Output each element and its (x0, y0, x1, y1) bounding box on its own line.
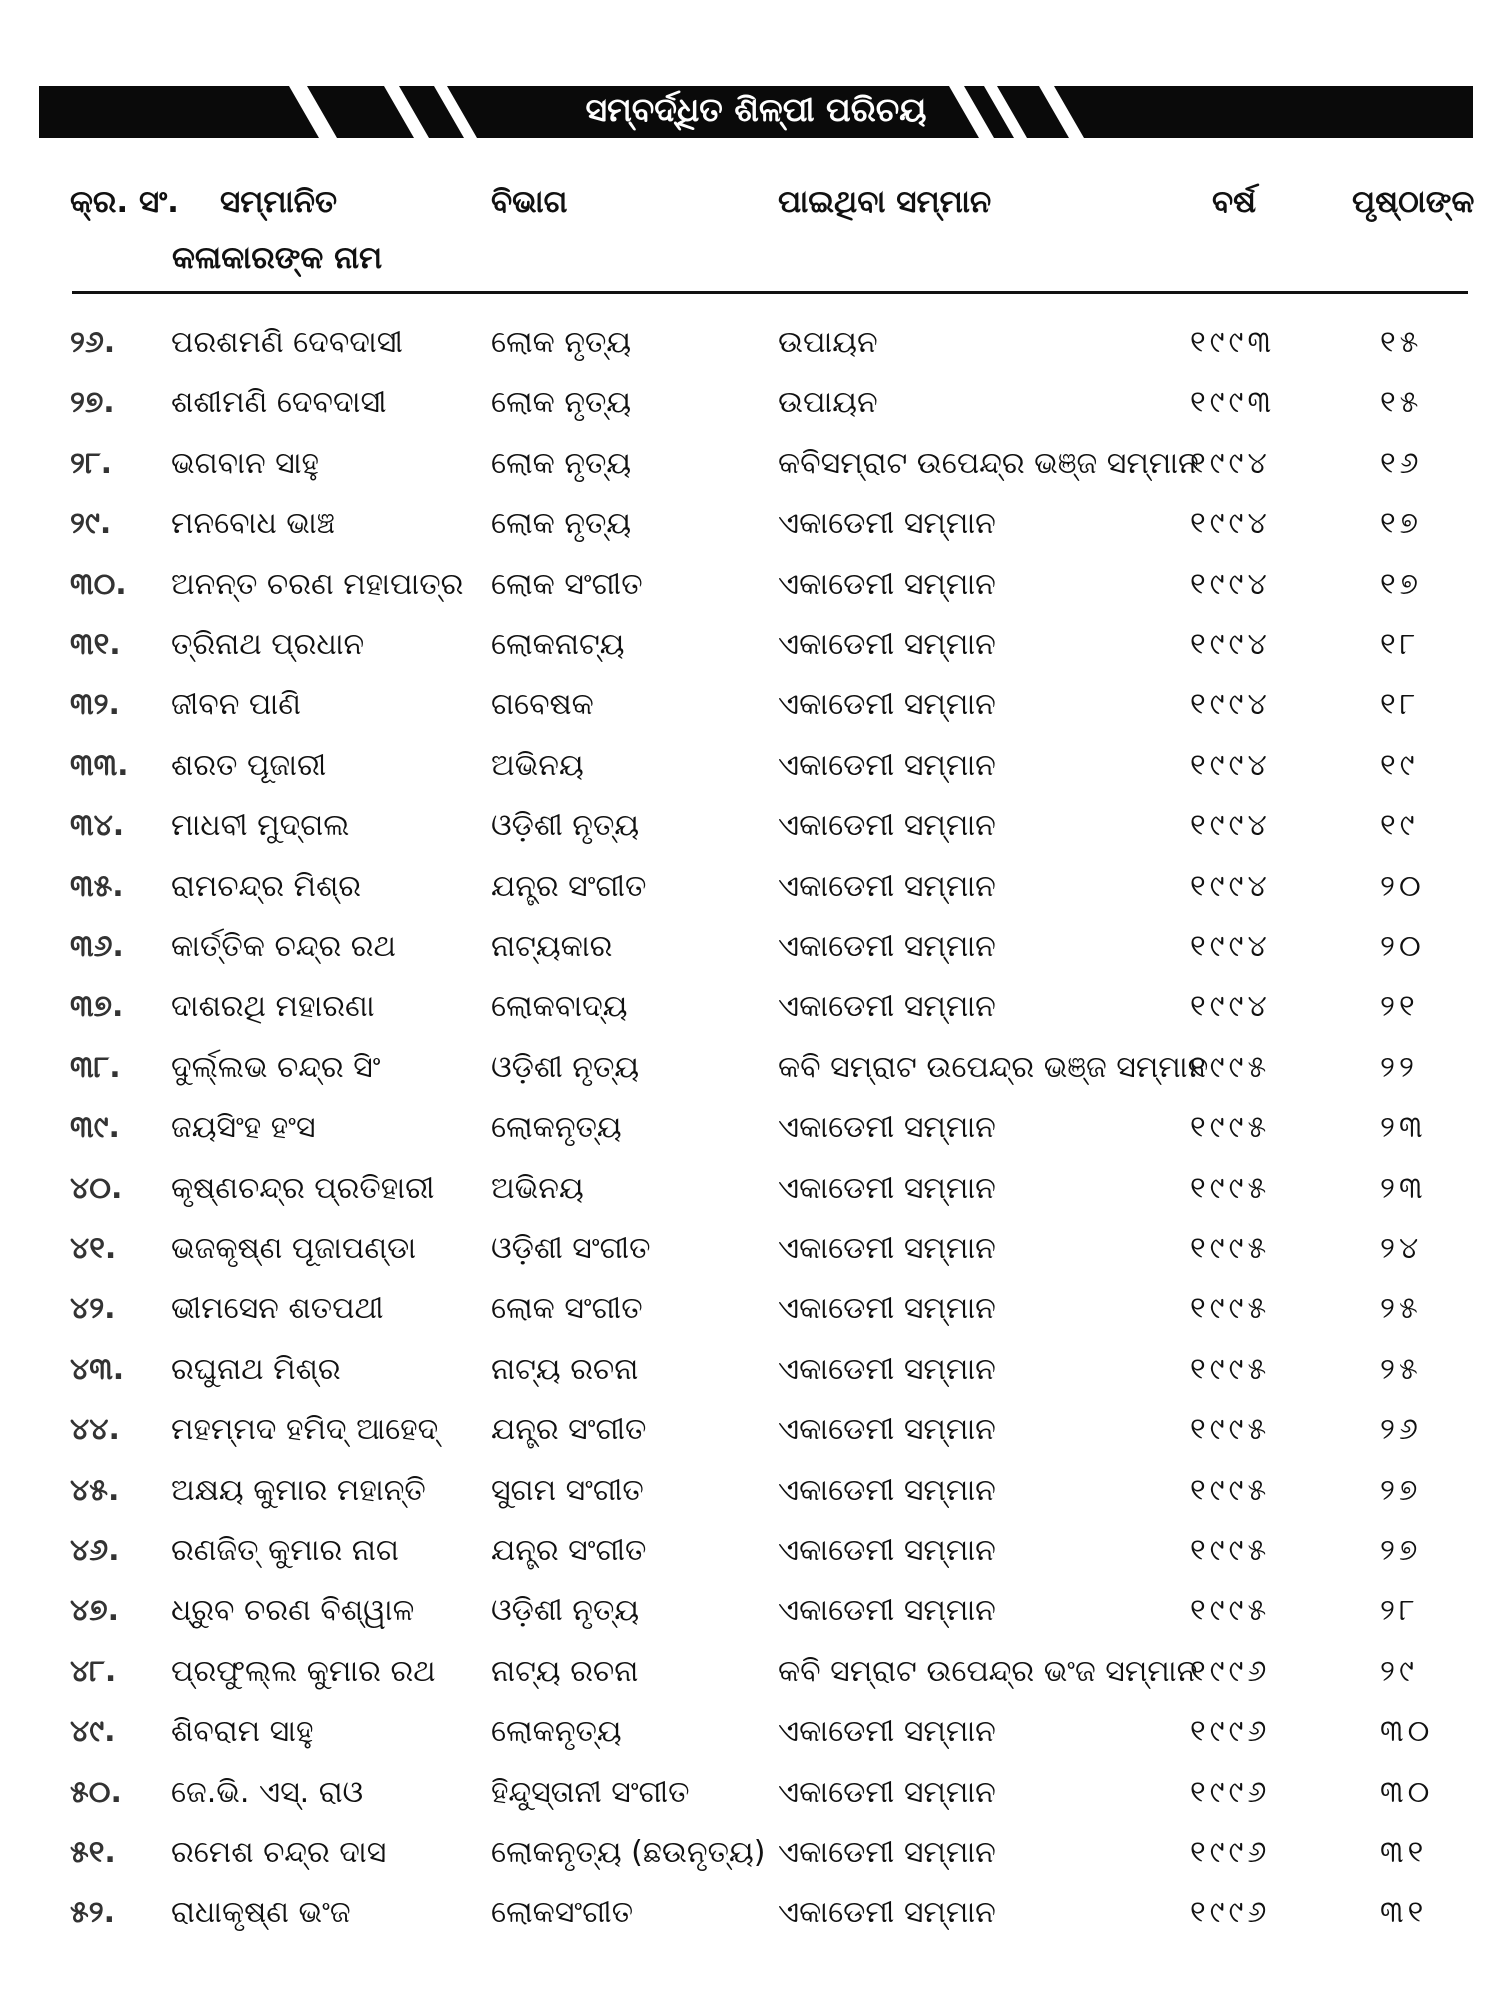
award-name: ଏକାଡେମୀ ସମ୍ମାନ (778, 1593, 996, 1629)
department: ଅଭିନୟ (491, 1170, 584, 1206)
header-name-line1: ସମ୍ମାନିତ (220, 184, 338, 220)
artist-name: ମହମ୍ମଦ ହମିଦ୍ ଆହେଦ୍ (171, 1412, 439, 1448)
artist-name: ଦୁର୍ଲ୍ଲଭ ଚନ୍ଦ୍ର ସିଂ (171, 1049, 381, 1085)
serial-number: ୩୨. (70, 687, 120, 723)
table-row (0, 627, 1500, 687)
department: ଓଡ଼ିଶୀ ନୃତ୍ୟ (491, 1593, 640, 1629)
table-row (0, 1352, 1500, 1412)
page-number: ୧୯ (1380, 747, 1419, 783)
serial-number: ୩୩. (70, 747, 129, 783)
page-number: ୩୦ (1380, 1714, 1434, 1750)
table-row (0, 1110, 1500, 1170)
table-row (0, 989, 1500, 1049)
page-number: ୩୧ (1380, 1835, 1428, 1870)
award-year: ୧୯୯୫ (1190, 1231, 1271, 1266)
table-row (0, 1291, 1500, 1351)
award-year: ୧୯୯୫ (1190, 1412, 1271, 1448)
title-banner (39, 86, 1473, 138)
artist-name: ଶଶୀମଣି ଦେବଦାସୀ (171, 385, 387, 421)
department: ଲୋକ ନୃତ୍ୟ (491, 445, 632, 481)
serial-number: ୫୧. (70, 1835, 116, 1870)
award-year: ୧୯୯୬ (1190, 1895, 1271, 1931)
award-year: ୧୯୯୫ (1190, 1533, 1271, 1568)
page-number: ୨୩ (1380, 1170, 1427, 1206)
award-year: ୧୯୯୫ (1190, 1170, 1271, 1206)
artist-name: ଜୀବନ ପାଣି (171, 687, 301, 723)
department: ଲୋକ ନୃତ୍ୟ (491, 506, 632, 542)
department: ଲୋକ ସଂଗୀତ (491, 566, 643, 602)
page-number: ୧୫ (1380, 385, 1423, 421)
table-row (0, 385, 1500, 445)
page-number: ୩୦ (1380, 1774, 1434, 1810)
artist-name: କୃଷ୍ଣଚନ୍ଦ୍ର ପ୍ରତିହାରୀ (171, 1170, 435, 1206)
department: ଓଡ଼ିଶୀ ସଂଗୀତ (491, 1231, 651, 1266)
serial-number: ୩୮. (70, 1049, 121, 1085)
award-year: ୧୯୯୫ (1190, 1351, 1271, 1387)
table-row (0, 1775, 1500, 1835)
table-row (0, 1533, 1500, 1593)
page-title: ସମ୍ବର୍ଦ୍ଧିତ ଶିଳ୍ପୀ ପରିଚୟ (585, 90, 927, 129)
serial-number: ୪୬. (70, 1533, 120, 1568)
table-row (0, 869, 1500, 929)
department: ଲୋକବାଦ୍ୟ (491, 989, 628, 1025)
header-page: ପୃଷ୍ଠାଙ୍କ (1352, 184, 1475, 220)
page-number: ୨୧ (1380, 989, 1419, 1025)
award-name: ଏକାଡେମୀ ସମ୍ମାନ (778, 1412, 996, 1448)
award-year: ୧୯୯୪ (1190, 808, 1271, 844)
award-year: ୧୯୯୫ (1190, 1291, 1271, 1327)
table-row (0, 506, 1500, 566)
department: ନାଟ୍ୟ ରଚନା (491, 1653, 639, 1689)
artist-name: ଅକ୍ଷୟ କୁମାର ମହାନ୍ତି (171, 1472, 426, 1508)
artist-name: ତ୍ରିନାଥ ପ୍ରଧାନ (171, 627, 365, 662)
page-number: ୨୩ (1380, 1110, 1427, 1146)
artist-name: ରାମଚନ୍ଦ୍ର ମିଶ୍ର (171, 868, 362, 904)
table-row (0, 687, 1500, 747)
department: ଯନ୍ତ୍ର ସଂଗୀତ (491, 1533, 647, 1568)
page-number: ୨୫ (1380, 1291, 1422, 1327)
award-name: ଏକାଡେମୀ ସମ୍ମାନ (778, 1774, 996, 1810)
award-year: ୧୯୯୬ (1190, 1653, 1271, 1689)
department: ଲୋକ ନୃତ୍ୟ (491, 385, 632, 421)
department: ଲୋକ ସଂଗୀତ (491, 1291, 643, 1327)
award-name: ଏକାଡେମୀ ସମ୍ମାନ (778, 1170, 996, 1206)
award-year: ୧୯୯୪ (1190, 506, 1271, 542)
table-row (0, 1050, 1500, 1110)
department: ଲୋକନୃତ୍ୟ (ଛଉନୃତ୍ୟ) (491, 1835, 766, 1870)
header-award: ପାଇଥିବା ସମ୍ମାନ (778, 184, 992, 220)
award-name: ଏକାଡେମୀ ସମ୍ମାନ (778, 868, 996, 904)
award-name: କବିସମ୍ରାଟ ଉପେନ୍ଦ୍ର ଭଞ୍ଜ ସମ୍ମାନ (778, 445, 1199, 481)
award-name: ଏକାଡେମୀ ସମ୍ମାନ (778, 989, 996, 1025)
artist-name: ରମେଶ ଚନ୍ଦ୍ର ଦାସ (171, 1835, 387, 1870)
table-row (0, 1473, 1500, 1533)
page-number: ୨୫ (1380, 1351, 1422, 1387)
artist-name: ଜେ.ଭି. ଏସ୍. ରାଓ (171, 1774, 364, 1810)
artist-name: ମାଧବୀ ମୁଦ୍‌ଗଲ (171, 808, 350, 844)
department: ଗବେଷକ (491, 687, 594, 723)
award-year: ୧୯୯୩ (1190, 385, 1276, 421)
award-year: ୧୯୯୫ (1190, 1593, 1271, 1629)
award-year: ୧୯୯୪ (1190, 687, 1271, 723)
artist-name: ଭଜକୃଷ୍ଣ ପୂଜାପଣ୍ଡା (171, 1231, 417, 1266)
award-name: କବି ସମ୍ରାଟ ଉପେନ୍ଦ୍ର ଭଞ୍ଜ ସମ୍ମାନ (778, 1049, 1209, 1085)
serial-number: ୩୬. (70, 929, 124, 964)
table-row (0, 1654, 1500, 1714)
artist-name: ଭୀମସେନ ଶତପଥୀ (171, 1291, 384, 1327)
award-year: ୧୯୯୪ (1190, 989, 1271, 1025)
page-number: ୧୬ (1380, 445, 1423, 481)
table-row (0, 748, 1500, 808)
artist-name: ଅନନ୍ତ ଚରଣ ମହାପାତ୍ର (171, 566, 464, 602)
artist-name: ଦାଶରଥି ମହାରଣା (171, 989, 375, 1025)
page-number: ୧୫ (1380, 325, 1423, 360)
award-year: ୧୯୯୫ (1190, 1472, 1271, 1508)
award-name: ଏକାଡେମୀ ସମ୍ମାନ (778, 506, 996, 542)
serial-number: ୪୪. (70, 1412, 120, 1448)
artist-name: ଧ୍ରୁବ ଚରଣ ବିଶ୍ୱାଳ (171, 1593, 415, 1629)
award-name: କବି ସମ୍ରାଟ ଉପେନ୍ଦ୍ର ଭଂଜ ସମ୍ମାନ (778, 1653, 1198, 1689)
department: ଯନ୍ତ୍ର ସଂଗୀତ (491, 1412, 647, 1448)
department: ହିନ୍ଦୁସ୍ତାନୀ ସଂଗୀତ (491, 1774, 690, 1810)
table-row (0, 325, 1500, 385)
award-year: ୧୯୯୫ (1190, 1049, 1271, 1085)
serial-number: ୪୫. (70, 1472, 120, 1508)
page-number: ୨୭ (1380, 1533, 1422, 1568)
page-number: ୧୮ (1380, 687, 1420, 723)
award-name: ଏକାଡେମୀ ସମ୍ମାନ (778, 1895, 996, 1931)
artist-name: ରଘୁନାଥ ମିଶ୍ର (171, 1351, 341, 1387)
table-row (0, 1895, 1500, 1955)
award-name: ଏକାଡେମୀ ସମ୍ମାନ (778, 1714, 996, 1750)
award-name: ଏକାଡେମୀ ସମ୍ମାନ (778, 1533, 996, 1568)
artist-name: କାର୍ତ୍ତିକ ଚନ୍ଦ୍ର ରଥ (171, 929, 396, 964)
award-name: ଏକାଡେମୀ ସମ୍ମାନ (778, 1291, 996, 1327)
serial-number: ୫୦. (70, 1774, 122, 1810)
page-number: ୨୬ (1380, 1412, 1422, 1448)
department: ନାଟ୍ୟ ରଚନା (491, 1351, 639, 1387)
table-row (0, 567, 1500, 627)
table-row (0, 1835, 1500, 1895)
artist-name: ରଣଜିତ୍ କୁମାର ନାଗ (171, 1533, 399, 1568)
page-number: ୧୭ (1380, 506, 1422, 542)
serial-number: ୩୦. (70, 566, 127, 602)
table-row (0, 1171, 1500, 1231)
award-name: ଏକାଡେମୀ ସମ୍ମାନ (778, 566, 996, 602)
page-number: ୨୦ (1380, 929, 1425, 964)
page-number: ୧୮ (1380, 627, 1420, 662)
award-year: ୧୯୯୪ (1190, 627, 1271, 662)
table-row (0, 1412, 1500, 1472)
award-name: ଏକାଡେମୀ ସମ୍ମାନ (778, 1110, 996, 1146)
department: ଲୋକନାଟ୍ୟ (491, 627, 625, 662)
award-name: ଉପାୟନ (778, 325, 878, 360)
header-serial: କ୍ର. ସଂ. (70, 184, 179, 220)
serial-number: ୨୬. (70, 325, 116, 360)
department: ଲୋକନୃତ୍ୟ (491, 1110, 622, 1146)
page-number: ୨୮ (1380, 1593, 1419, 1629)
serial-number: ୪୨. (70, 1291, 116, 1327)
serial-number: ୪୯. (70, 1714, 116, 1750)
award-name: ଏକାଡେମୀ ସମ୍ମାନ (778, 747, 996, 783)
serial-number: ୨୭. (70, 385, 115, 421)
artist-name: ଜୟସିଂହ ହଂସ (171, 1110, 316, 1146)
artist-name: ପରଶମଣି ଦେବଦାସୀ (171, 325, 403, 360)
header-name-line2: କଳାକାରଙ୍କ ନାମ (172, 240, 383, 276)
award-year: ୧୯୯୪ (1190, 868, 1271, 904)
table-row (0, 1231, 1500, 1291)
award-name: ଏକାଡେମୀ ସମ୍ମାନ (778, 1231, 996, 1266)
award-name: ଏକାଡେମୀ ସମ୍ମାନ (778, 627, 996, 662)
award-year: ୧୯୯୬ (1190, 1835, 1271, 1870)
award-name: ଏକାଡେମୀ ସମ୍ମାନ (778, 1351, 996, 1387)
serial-number: ୪୩. (70, 1351, 125, 1387)
award-year: ୧୯୯୬ (1190, 1714, 1271, 1750)
serial-number: ୩୯. (70, 1110, 120, 1146)
serial-number: ୨୮. (70, 445, 112, 481)
header-department: ବିଭାଗ (491, 184, 568, 220)
award-name: ଏକାଡେମୀ ସମ୍ମାନ (778, 687, 996, 723)
department: ଲୋକସଂଗୀତ (491, 1895, 634, 1931)
award-name: ଏକାଡେମୀ ସମ୍ମାନ (778, 929, 996, 964)
award-year: ୧୯୯୪ (1190, 929, 1271, 964)
award-year: ୧୯୯୪ (1190, 747, 1271, 783)
award-year: ୧୯୯୫ (1190, 1110, 1271, 1146)
department: ଲୋକ ନୃତ୍ୟ (491, 325, 632, 360)
table-row (0, 929, 1500, 989)
artist-name: ପ୍ରଫୁଲ୍ଲ କୁମାର ରଥ (171, 1653, 436, 1689)
serial-number: ୫୨. (70, 1895, 116, 1931)
serial-number: ୩୭. (70, 989, 124, 1025)
serial-number: ୪୮. (70, 1653, 117, 1689)
header-divider (72, 291, 1468, 294)
award-year: ୧୯୯୩ (1190, 325, 1276, 360)
table-row (0, 1593, 1500, 1653)
serial-number: ୪୦. (70, 1170, 123, 1206)
table-row (0, 808, 1500, 868)
page-number: ୨୪ (1380, 1231, 1423, 1266)
page-number: ୨୭ (1380, 1472, 1422, 1508)
page-number: ୨୯ (1380, 1653, 1418, 1689)
serial-number: ୩୫. (70, 868, 124, 904)
page-number: ୧୭ (1380, 566, 1422, 602)
serial-number: ୩୧. (70, 627, 121, 662)
award-name: ଏକାଡେମୀ ସମ୍ମାନ (778, 808, 996, 844)
award-year: ୧୯୯୬ (1190, 1774, 1271, 1810)
artist-name: ଶିବରାମ ସାହୁ (171, 1714, 314, 1750)
artist-name: ଶରତ ପୂଜାରୀ (171, 747, 327, 783)
header-year: ବର୍ଷ (1212, 184, 1257, 220)
award-year: ୧୯୯୪ (1190, 445, 1271, 481)
award-name: ଏକାଡେମୀ ସମ୍ମାନ (778, 1472, 996, 1508)
department: ଯନ୍ତ୍ର ସଂଗୀତ (491, 868, 647, 904)
award-year: ୧୯୯୪ (1190, 566, 1271, 602)
table-row (0, 1714, 1500, 1774)
department: ଅଭିନୟ (491, 747, 584, 783)
page-number: ୩୧ (1380, 1895, 1428, 1931)
department: ଲୋକନୃତ୍ୟ (491, 1714, 622, 1750)
award-name: ଏକାଡେମୀ ସମ୍ମାନ (778, 1835, 996, 1870)
department: ସୁଗମ ସଂଗୀତ (491, 1472, 644, 1508)
serial-number: ୪୧. (70, 1231, 117, 1266)
artist-name: ମନବୋଧ ଭାଞ୍ଚ (171, 506, 335, 542)
artist-name: ଭଗବାନ ସାହୁ (171, 445, 320, 481)
serial-number: ୪୭. (70, 1593, 119, 1629)
page-number: ୨୦ (1380, 868, 1425, 904)
department: ଓଡ଼ିଶୀ ନୃତ୍ୟ (491, 808, 640, 844)
page-number: ୨୨ (1380, 1049, 1418, 1085)
department: ଓଡ଼ିଶୀ ନୃତ୍ୟ (491, 1049, 640, 1085)
serial-number: ୨୯. (70, 506, 112, 542)
award-name: ଉପାୟନ (778, 385, 878, 421)
artist-name: ରାଧାକୃଷ୍ଣ ଭଂଜ (171, 1895, 351, 1931)
page-number: ୧୯ (1380, 808, 1419, 844)
table-row (0, 446, 1500, 506)
department: ନାଟ୍ୟକାର (491, 929, 613, 964)
serial-number: ୩୪. (70, 808, 125, 844)
